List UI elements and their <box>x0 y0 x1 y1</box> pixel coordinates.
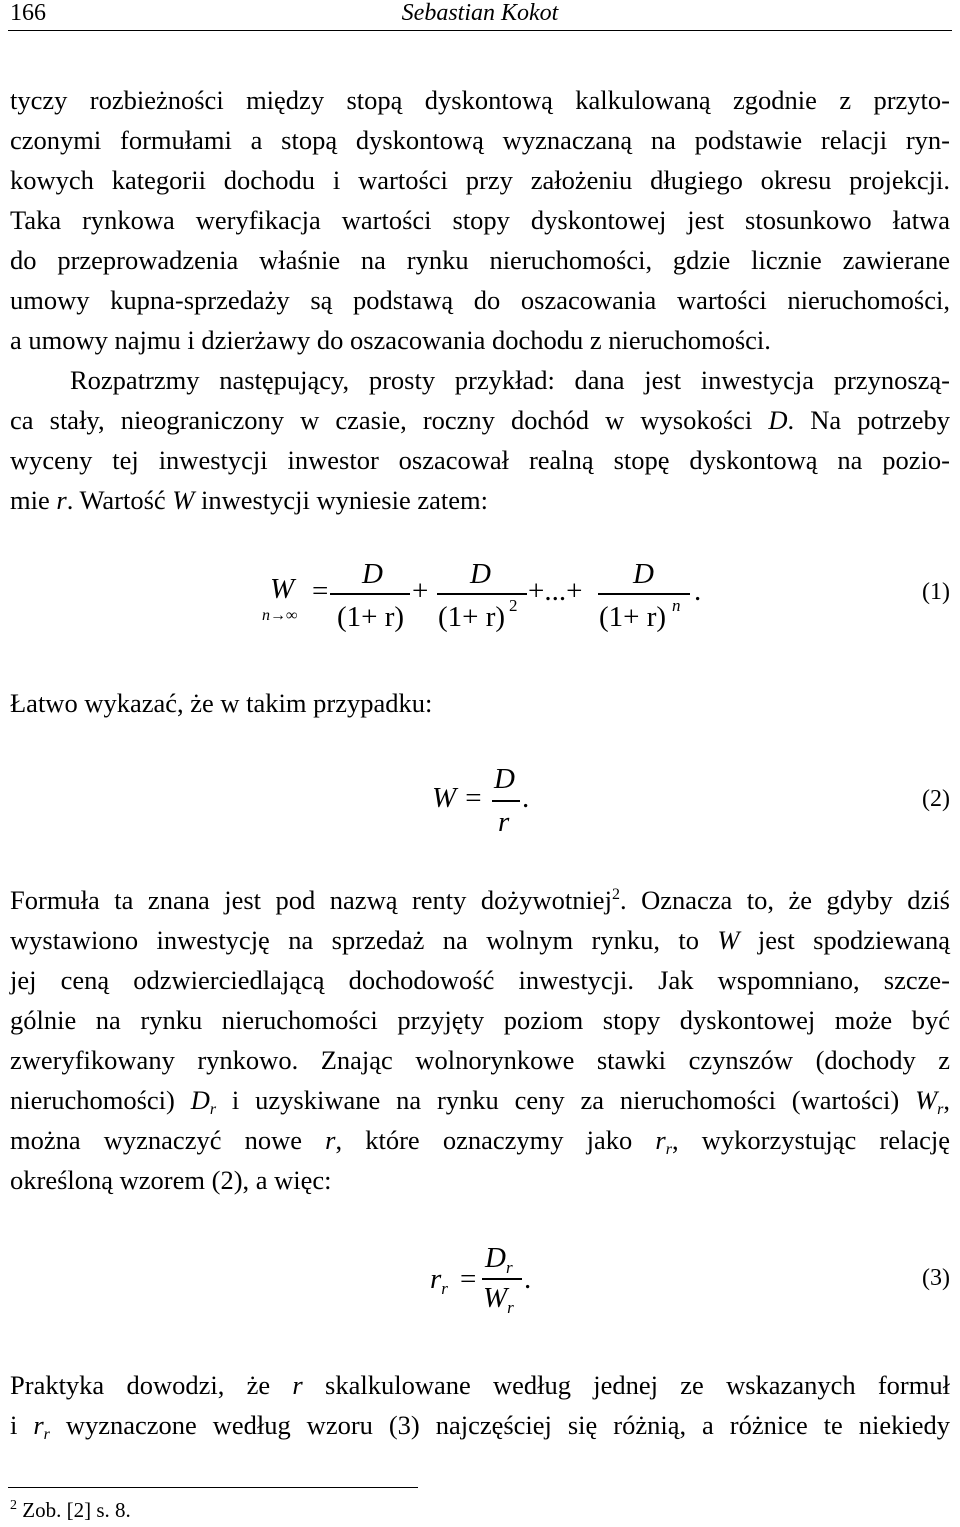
body-line: wyceny tej inwestycji inwestor oszacował realną stopę dyskontową na pozio- <box>10 445 950 475</box>
eq3-equals: = <box>460 1263 477 1295</box>
eq1-exp2: 2 <box>509 596 518 615</box>
eq2-lhs: W = <box>432 782 483 814</box>
eq1-den2: (1+ r) <box>438 601 506 633</box>
body-line: a umowy najmu i dzierżawy do oszacowania dochodu z nieruchomości. <box>10 325 771 355</box>
body-line: nieruchomości) $D_r$ i uzyskiwane na rynku ceny za nieruchomości (wartości) $W_r$, <box>10 1085 951 1118</box>
eq2-fraction-bar <box>492 800 520 802</box>
running-author: Sebastian Kokot <box>401 0 559 26</box>
eq2-period: . <box>522 782 530 814</box>
body-line: czonymi formułami a stopą dyskontową wyznaczaną na podstawie relacji ryn- <box>10 125 950 155</box>
eq1-num3: D <box>633 558 654 590</box>
eq1-period: . <box>694 575 702 607</box>
eq3-den: $W_r$ <box>483 1282 514 1317</box>
eq1-fraction-bar-2 <box>437 593 527 595</box>
body-line: Formuła ta znana jest pod nazwą renty dożywotniej$^2$. Oznacza to, że gdyby dziś <box>10 885 950 915</box>
body-line: tyczy rozbieżności między stopą dyskontową kalkulowaną zgodnie z przyto- <box>10 85 950 115</box>
eq3-lhs: $r_r$ <box>430 1263 448 1298</box>
eq1-dots: +...+ <box>528 575 583 607</box>
body-line: mie r. Wartość W inwestycji wyniesie zatem: <box>10 485 488 515</box>
body-line: ca stały, nieograniczony w czasie, roczny dochód w wysokości D. Na potrzeby <box>10 405 950 435</box>
body-line: można wyznaczyć nowe r, które oznaczymy jako $r_r$, wykorzystując relację <box>10 1125 951 1158</box>
footnote-text: Zob. [2] s. 8. <box>22 1498 131 1522</box>
eq3-num: $D_r$ <box>485 1242 513 1277</box>
eq3-fraction-bar <box>482 1278 522 1280</box>
body-line: umowy kupna-sprzedaży są podstawą do oszacowania wartości nieruchomości, <box>10 285 950 315</box>
eq1-equals: = <box>312 575 329 607</box>
body-line: Taka rynkowa weryfikacja wartości stopy dyskontowej jest stosunkowo łatwa <box>10 205 950 235</box>
body-line: i $r_r$ wyznaczone według wzoru (3) najczęściej się różnią, a różnice te niekiedy <box>10 1410 950 1443</box>
eq1-num2: D <box>470 558 491 590</box>
eq1-fraction-bar-3 <box>598 593 690 595</box>
body-line: wystawiono inwestycję na sprzedaż na wolnym rynku, to W jest spodziewaną <box>10 925 950 955</box>
eq1-limit: n→∞ <box>262 607 298 624</box>
body-line: Rozpatrzmy następujący, prosty przykład: dana jest inwestycja przynoszą- <box>70 365 950 395</box>
eq1-fraction-bar-1 <box>330 593 410 595</box>
body-line: Łatwo wykazać, że w takim przypadku: <box>10 688 433 718</box>
body-line: jej ceną odzwierciedlającą dochodowość inwestycji. Jak wspomniano, szcze- <box>10 965 950 995</box>
body-line: zweryfikowany rynkowo. Znając wolnorynkowe stawki czynszów (dochody z <box>10 1045 950 1075</box>
footnote-mark: 2 <box>10 1498 17 1513</box>
body-line: określoną wzorem (2), a więc: <box>10 1165 332 1195</box>
eq1-plus: + <box>412 575 429 607</box>
page-number: 166 <box>10 0 46 26</box>
eq2-num: D <box>494 763 515 795</box>
eq1-W: W <box>270 573 295 605</box>
eq2-number: (2) <box>922 786 950 812</box>
eq3-number: (3) <box>922 1265 950 1291</box>
eq1-num1: D <box>362 558 383 590</box>
body-line: gólnie na rynku nieruchomości przyjęty poziom stopy dyskontowej może być <box>10 1005 950 1035</box>
eq3-period: . <box>524 1263 532 1295</box>
body-line: Praktyka dowodzi, że r skalkulowane według jednej ze wskazanych formuł <box>10 1370 950 1400</box>
running-header <box>8 0 952 31</box>
footnote-rule <box>8 1487 418 1488</box>
eq2-den: r <box>498 806 510 838</box>
eq1-den1: (1+ r) <box>337 601 405 633</box>
body-line: do przeprowadzenia właśnie na rynku nieruchomości, gdzie licznie zawierane <box>10 245 950 275</box>
eq1-exp3: n <box>672 596 681 615</box>
footnote <box>10 1498 131 1522</box>
eq1-den3: (1+ r) <box>599 601 667 633</box>
eq1-number: (1) <box>922 579 950 605</box>
body-line: kowych kategorii dochodu i wartości przy założeniu długiego okresu projekcji. <box>10 165 950 195</box>
